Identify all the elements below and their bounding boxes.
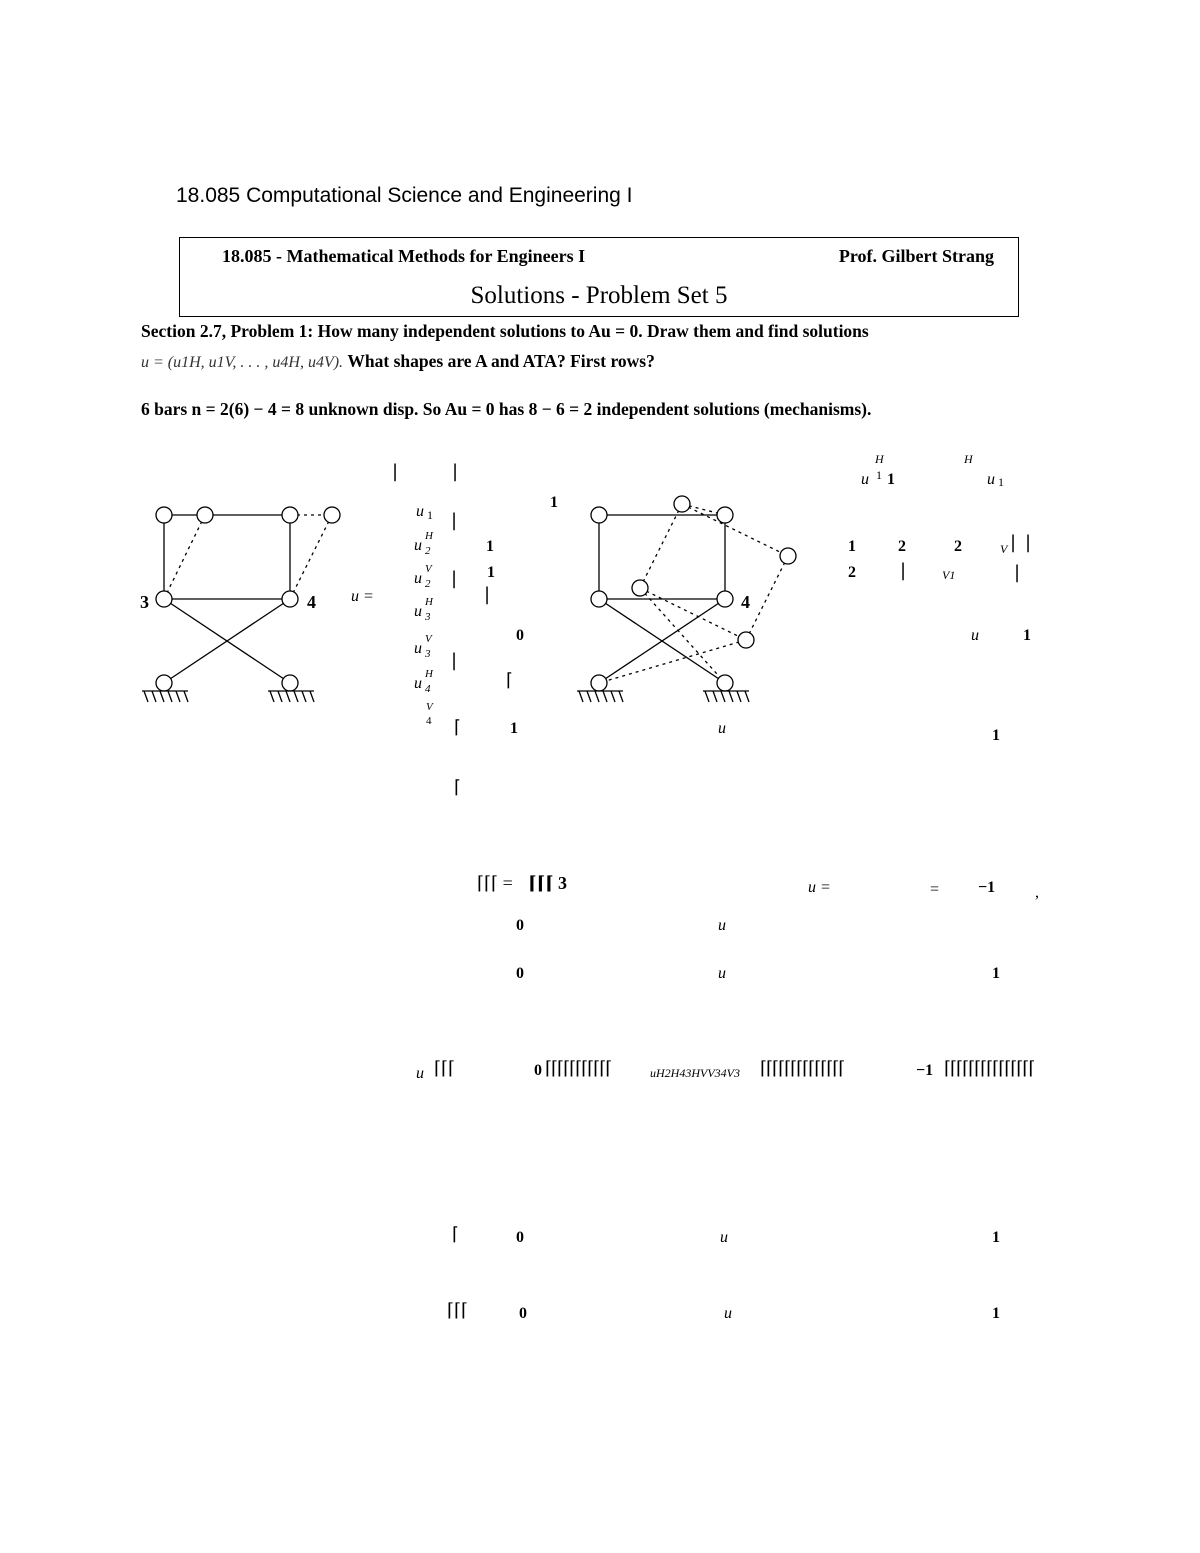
u-equals-label: u =: [351, 588, 374, 605]
matrix-fragment: ⌈⌈⌈⌈⌈⌈⌈⌈⌈⌈⌈⌈⌈⌈⌈: [944, 1058, 1035, 1078]
header-course: 18.085 - Mathematical Methods for Engineers I: [222, 246, 586, 266]
subscript-fragment: 4: [426, 715, 432, 727]
superscript-fragment: V: [426, 701, 433, 713]
node-label-4: 4: [307, 592, 316, 612]
vector-symbol: u: [416, 1065, 424, 1082]
bracket-fragment: |: [900, 560, 907, 581]
subscript-fragment: 4: [425, 683, 431, 695]
vector-symbol: u: [414, 537, 422, 554]
vector-symbol: u: [724, 1305, 732, 1322]
bracket-fragment: |: [452, 461, 459, 482]
displaced-bars: [599, 504, 788, 683]
bracket-fragment: ⌈: [452, 1224, 460, 1245]
superscript-fragment: H: [425, 596, 433, 608]
bracket-fragment: |: [484, 584, 491, 605]
node-label-4-right: 4: [741, 592, 750, 612]
header-title: Solutions - Problem Set 5: [470, 282, 728, 309]
bracket-fragment: ⌈: [454, 717, 462, 738]
equals-sign: =: [930, 881, 940, 898]
matrix-fragment: ⌈⌈⌈: [434, 1058, 456, 1078]
superscript-fragment: H: [964, 452, 973, 466]
matrix-fragment: ⌈⌈⌈ =: [477, 873, 513, 893]
displaced-bars: [164, 515, 332, 599]
matrix-fragment: ⌈⌈⌈⌈⌈⌈⌈⌈⌈⌈⌈⌈⌈⌈: [760, 1058, 845, 1078]
subscript-fragment: 1: [427, 508, 433, 522]
course-title: 18.085 Computational Science and Engineering I: [176, 184, 633, 207]
u-equals-label: u =: [808, 879, 831, 896]
subscript-fragment: 2: [425, 578, 431, 590]
matrix-fragment: ⌈⌈⌈⌈⌈⌈⌈⌈⌈⌈⌈: [545, 1058, 612, 1078]
matrix-entry: 1: [848, 538, 856, 555]
vector-symbol: u: [416, 503, 424, 520]
bracket-fragment: |: [392, 461, 399, 482]
bracket-fragment: |: [451, 568, 458, 589]
vector-symbol: u: [971, 627, 979, 644]
right-truss: [577, 496, 796, 702]
bracket-fragment: |: [1025, 532, 1032, 553]
vector-symbol: u: [720, 1229, 728, 1246]
vector-symbol: u: [414, 570, 422, 587]
superscript-fragment: H: [425, 668, 433, 680]
matrix-fragment: ⌈⌈⌈: [447, 1300, 469, 1320]
matrix-entry: 1: [550, 494, 558, 511]
matrix-entry: 1: [992, 1229, 1000, 1246]
matrix-entry: 1: [887, 471, 895, 488]
vector-symbol: u: [718, 720, 726, 737]
matrix-entry: 2: [848, 564, 856, 581]
problem-shapes-question: What shapes are A and ATA? First rows?: [347, 351, 655, 371]
matrix-entry: 1: [992, 965, 1000, 982]
matrix-entry: 0: [516, 1229, 524, 1246]
bracket-fragment: ⌈: [454, 777, 462, 798]
header-professor: Prof. Gilbert Strang: [838, 246, 994, 266]
matrix-fragment: ⌈⌈⌈ 3: [528, 873, 568, 893]
matrix-entry: 1: [486, 538, 494, 555]
matrix-entry: 0: [534, 1062, 542, 1079]
vector-symbol: u: [414, 640, 422, 657]
matrix-entry: 1: [992, 727, 1000, 744]
matrix-entry: 1: [1023, 627, 1031, 644]
matrix-entry: 0: [519, 1305, 527, 1322]
bracket-fragment: |: [1010, 532, 1017, 553]
vector-symbol: u: [414, 675, 422, 692]
superscript-fragment: H: [875, 452, 884, 466]
matrix-entry: 1: [510, 720, 518, 737]
node-label-3: 3: [140, 592, 149, 612]
subscript-fragment: 1: [998, 475, 1004, 489]
u-vector: u = (u1H, u1V, . . . , u4H, u4V).: [141, 354, 344, 371]
matrix-fragment: uH2H43HVV34V3: [650, 1066, 740, 1080]
vector-symbol: u: [414, 603, 422, 620]
matrix-entry: 1: [487, 564, 495, 581]
subscript-fragment: 3: [425, 648, 431, 660]
matrix-entry: 0: [516, 627, 524, 644]
matrix-entry: 2: [898, 538, 906, 555]
matrix-entry: 1: [992, 1305, 1000, 1322]
subscript-fragment: V1: [942, 568, 956, 582]
matrix-entry: −1: [916, 1062, 934, 1079]
superscript-fragment: V: [1000, 542, 1008, 556]
subscript-fragment: 3: [425, 611, 431, 623]
subscript-fragment: 1: [876, 468, 882, 482]
matrix-entry: −1: [978, 879, 996, 896]
vector-symbol: u: [718, 965, 726, 982]
supports: [142, 691, 314, 702]
superscript-fragment: V: [425, 563, 432, 575]
bracket-fragment: |: [1014, 562, 1021, 583]
vector-symbol: u: [987, 471, 995, 488]
superscript-fragment: H: [425, 530, 433, 542]
problem-statement: Section 2.7, Problem 1: How many independent solutions to Au = 0. Draw them and find solutions: [141, 321, 869, 341]
mechanisms-statement: 6 bars n = 2(6) − 4 = 8 unknown disp. So Au = 0 has 8 − 6 = 2 independent solutions (mechanisms).: [141, 399, 872, 419]
matrix-entry: 0: [516, 917, 524, 934]
bracket-fragment: |: [451, 650, 458, 671]
matrix-entry: 2: [954, 538, 962, 555]
superscript-fragment: V: [425, 633, 432, 645]
supports: [577, 691, 749, 702]
matrix-entry: 0: [516, 965, 524, 982]
comma: ,: [1035, 884, 1039, 901]
subscript-fragment: 2: [425, 545, 431, 557]
vector-symbol: u: [718, 917, 726, 934]
bracket-fragment: ⌈: [506, 670, 514, 691]
bracket-fragment: |: [451, 510, 458, 531]
vector-symbol: u: [861, 471, 869, 488]
